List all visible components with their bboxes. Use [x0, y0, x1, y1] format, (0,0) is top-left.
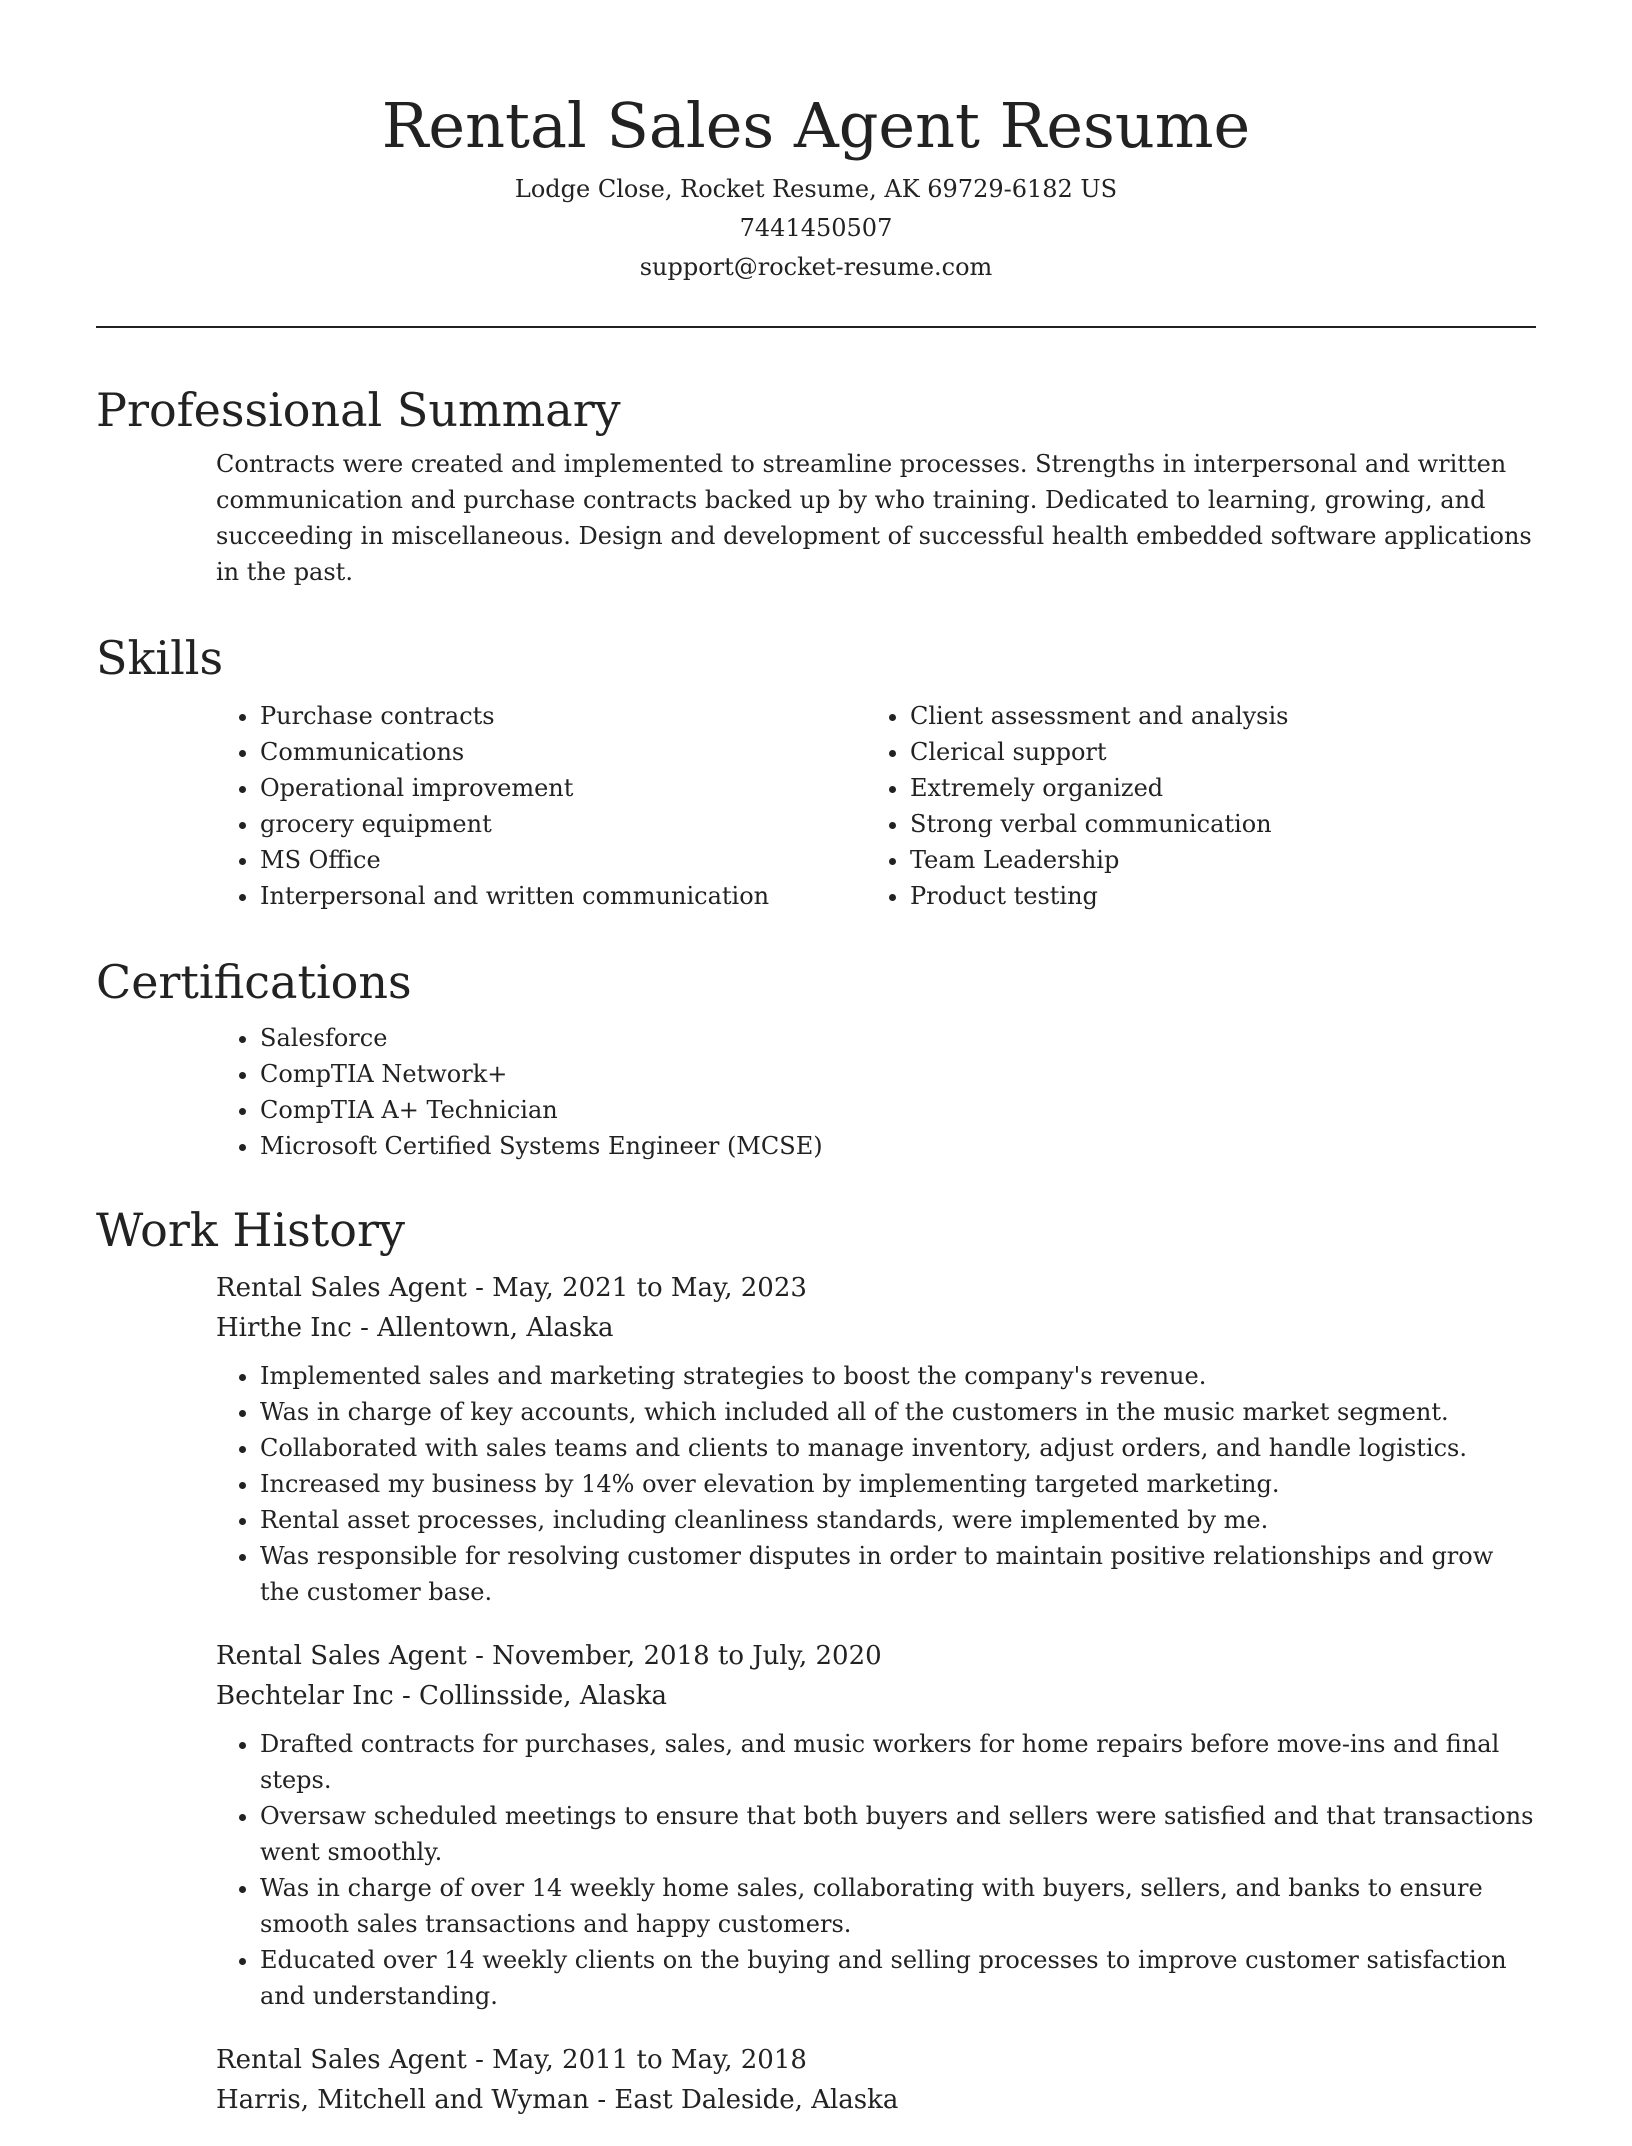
job-bullet: • Was in charge of over 14 weekly home sales, collaborating with buyers, sellers, and banks to ensure smooth sales transactions and happy customers. [260, 1870, 1536, 1942]
work-history-section [96, 1200, 1536, 2146]
job-company: Hirthe Inc - Allentown, Alaska [216, 1313, 614, 1343]
skill-item: • Interpersonal and written communication [260, 878, 866, 914]
skill-item: • Clerical support [910, 734, 1516, 770]
resume-title: Rental Sales Agent Resume [381, 89, 1251, 162]
certification-item: • Microsoft Certified Systems Engineer (MCSE) [260, 1128, 1536, 1164]
work-history-heading: Work History [96, 1203, 405, 1257]
job-company: Harris, Mitchell and Wyman - East Daleside, Alaska [216, 2085, 899, 2115]
skills-list-right [866, 698, 1516, 914]
skill-item: • Product testing [910, 878, 1516, 914]
job-bullet: • Rental asset processes, including cleanliness standards, were implemented by me. [260, 1502, 1536, 1538]
skill-item: • Purchase contracts [260, 698, 866, 734]
certifications-list [216, 1020, 1536, 1164]
certifications-heading: Certifications [96, 955, 412, 1009]
job-bullet: • Was responsible for resolving customer disputes in order to maintain positive relationships and grow the customer base. [260, 1538, 1536, 1610]
summary-heading: Professional Summary [96, 383, 621, 437]
certification-item: • CompTIA A+ Technician [260, 1092, 1536, 1128]
skill-item: • MS Office [260, 842, 866, 878]
job-bullets [216, 1358, 1536, 1610]
job-bullet: • Drafted contracts for purchases, sales, and music workers for home repairs before move-ins and final steps. [260, 1726, 1536, 1798]
job-bullet: • Educated over 14 weekly clients on the buying and selling processes to improve customer satisfaction and understanding. [260, 1942, 1536, 2014]
skill-item: • Team Leadership [910, 842, 1516, 878]
skill-item: • Communications [260, 734, 866, 770]
header-divider [96, 326, 1536, 328]
job-bullets [216, 1726, 1536, 2014]
skills-column-left [216, 698, 866, 914]
job-bullet: • Implemented sales and marketing strategies to boost the company's revenue. [260, 1358, 1536, 1394]
job-company: Bechtelar Inc - Collinsside, Alaska [216, 1681, 668, 1711]
job-bullet: • Increased my business by 14% over elevation by implementing targeted marketing. [260, 1466, 1536, 1502]
certification-item: • CompTIA Network+ [260, 1056, 1536, 1092]
skills-section [96, 628, 1536, 914]
resume-page [96, 0, 1536, 2115]
contact-phone: 7441450507 [739, 214, 893, 242]
job-title: Rental Sales Agent - May, 2011 to May, 2018 [216, 2045, 807, 2075]
contact-address: Lodge Close, Rocket Resume, AK 69729-6182 US [514, 175, 1118, 203]
skill-item: • Extremely organized [910, 770, 1516, 806]
job-entry [216, 2040, 1536, 2120]
contact-email: support@rocket-resume.com [639, 253, 993, 281]
skill-item: • Strong verbal communication [910, 806, 1516, 842]
skill-item: • Client assessment and analysis [910, 698, 1516, 734]
job-bullet: • Collaborated with sales teams and clients to manage inventory, adjust orders, and handle logistics. [260, 1430, 1536, 1466]
certifications-section [96, 952, 1536, 1164]
certifications-wrapper [216, 1020, 1536, 1164]
job-title: Rental Sales Agent - November, 2018 to July, 2020 [216, 1641, 882, 1671]
skill-item: • Operational improvement [260, 770, 866, 806]
job-entry [216, 1268, 1536, 1610]
job-bullet: • Was in charge of key accounts, which included all of the customers in the music market segment. [260, 1394, 1536, 1430]
skill-item: • grocery equipment [260, 806, 866, 842]
jobs-container [216, 1268, 1536, 2120]
job-bullet: • Oversaw scheduled meetings to ensure that both buyers and sellers were satisfied and that transactions went smoothly. [260, 1798, 1536, 1870]
certification-item: • Salesforce [260, 1020, 1536, 1056]
skills-column-right [866, 698, 1516, 914]
job-title: Rental Sales Agent - May, 2021 to May, 2023 [216, 1273, 807, 1303]
resume-header [96, 0, 1536, 328]
summary-section [96, 380, 1536, 590]
skills-grid [216, 698, 1536, 914]
skills-heading: Skills [96, 631, 224, 685]
skills-list-left [216, 698, 866, 914]
job-entry [216, 1636, 1536, 2014]
summary-text: Contracts were created and implemented to streamline processes. Strengths in interpersonal and written communication and purchase contracts backed up by who training. Dedicated to learning, growing, and succeeding in miscellaneous. Design and development of successful health embedded software applications in the past. [216, 450, 1532, 586]
